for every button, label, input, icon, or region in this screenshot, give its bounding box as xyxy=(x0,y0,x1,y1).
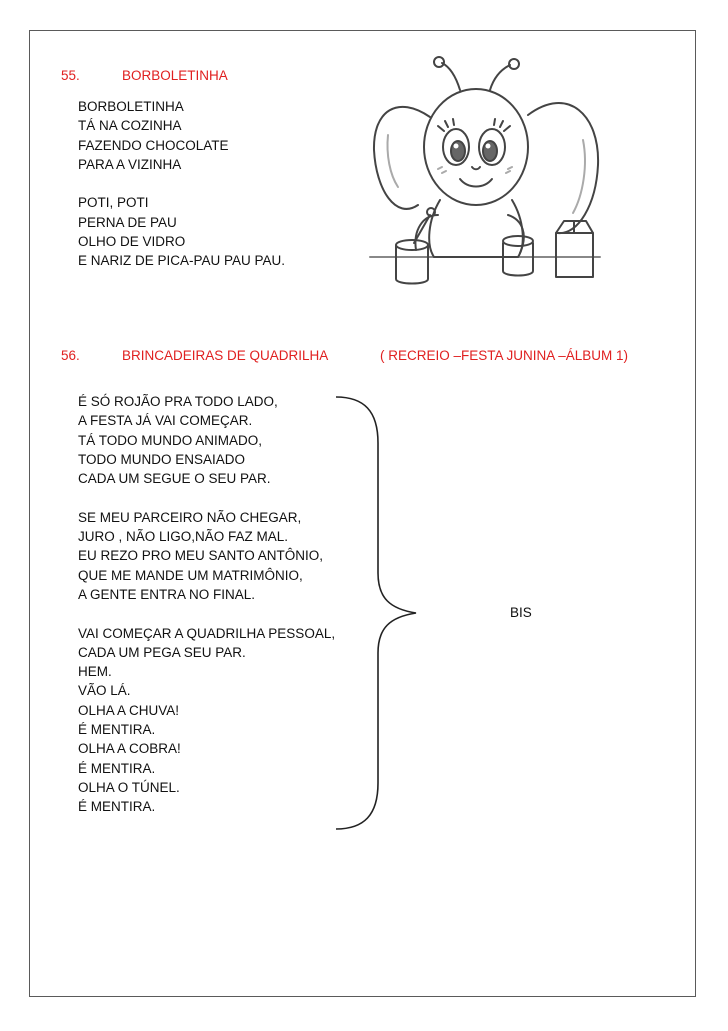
lyric-line: PERNA DE PAU xyxy=(78,214,177,230)
lyric-line: E NARIZ DE PICA-PAU PAU PAU. xyxy=(78,253,286,269)
lyric-line: OLHA A COBRA! xyxy=(78,741,181,757)
song-56-lyrics xyxy=(78,392,335,817)
repeat-marker: BIS xyxy=(510,605,532,620)
song-55-title: BORBOLETINHA xyxy=(122,68,228,83)
lyric-line: TODO MUNDO ENSAIADO xyxy=(78,451,246,467)
song-56-number: 56. xyxy=(61,348,80,363)
lyric-line: VÃO LÁ. xyxy=(78,683,131,699)
lyric-line: OLHO DE VIDRO xyxy=(78,234,186,250)
lyric-line: HEM. xyxy=(78,664,112,680)
lyric-line: É MENTIRA. xyxy=(78,722,156,738)
butterfly-illustration xyxy=(368,55,603,295)
song-55-lyrics xyxy=(78,97,285,271)
repeat-brace xyxy=(334,393,424,833)
lyric-line: QUE ME MANDE UM MATRIMÔNIO, xyxy=(78,567,303,583)
lyric-line: A GENTE ENTRA NO FINAL. xyxy=(78,586,256,602)
lyric-line: JURO , NÃO LIGO,NÃO FAZ MAL. xyxy=(78,529,289,545)
lyric-line: TÁ TODO MUNDO ANIMADO, xyxy=(78,432,263,448)
lyric-line: TÁ NA COZINHA xyxy=(78,118,182,134)
lyric-line: BORBOLETINHA xyxy=(78,99,184,114)
song-55-number: 55. xyxy=(61,68,80,83)
lyric-line: POTI, POTI xyxy=(78,195,149,211)
lyric-line: VAI COMEÇAR A QUADRILHA PESSOAL, xyxy=(78,625,336,641)
lyric-line: CADA UM SEGUE O SEU PAR. xyxy=(78,471,271,487)
lyric-line: OLHA O TÚNEL. xyxy=(78,779,180,795)
lyric-line: A FESTA JÁ VAI COMEÇAR. xyxy=(78,413,253,429)
lyric-line: CADA UM PEGA SEU PAR. xyxy=(78,644,246,660)
song-56-source: ( RECREIO –FESTA JUNINA –ÁLBUM 1) xyxy=(380,348,629,363)
lyric-line: É MENTIRA. xyxy=(78,799,156,815)
lyric-line: EU REZO PRO MEU SANTO ANTÔNIO, xyxy=(78,548,324,564)
lyric-line: É MENTIRA. xyxy=(78,760,156,776)
lyric-line: PARA A VIZINHA xyxy=(78,156,182,172)
song-56-title: BRINCADEIRAS DE QUADRILHA xyxy=(122,348,329,363)
lyric-line: SE MEU PARCEIRO NÃO CHEGAR, xyxy=(78,509,302,525)
lyric-line: OLHA A CHUVA! xyxy=(78,702,180,718)
lyric-line: É SÓ ROJÃO PRA TODO LADO, xyxy=(78,394,278,409)
lyric-line: FAZENDO CHOCOLATE xyxy=(78,137,229,153)
